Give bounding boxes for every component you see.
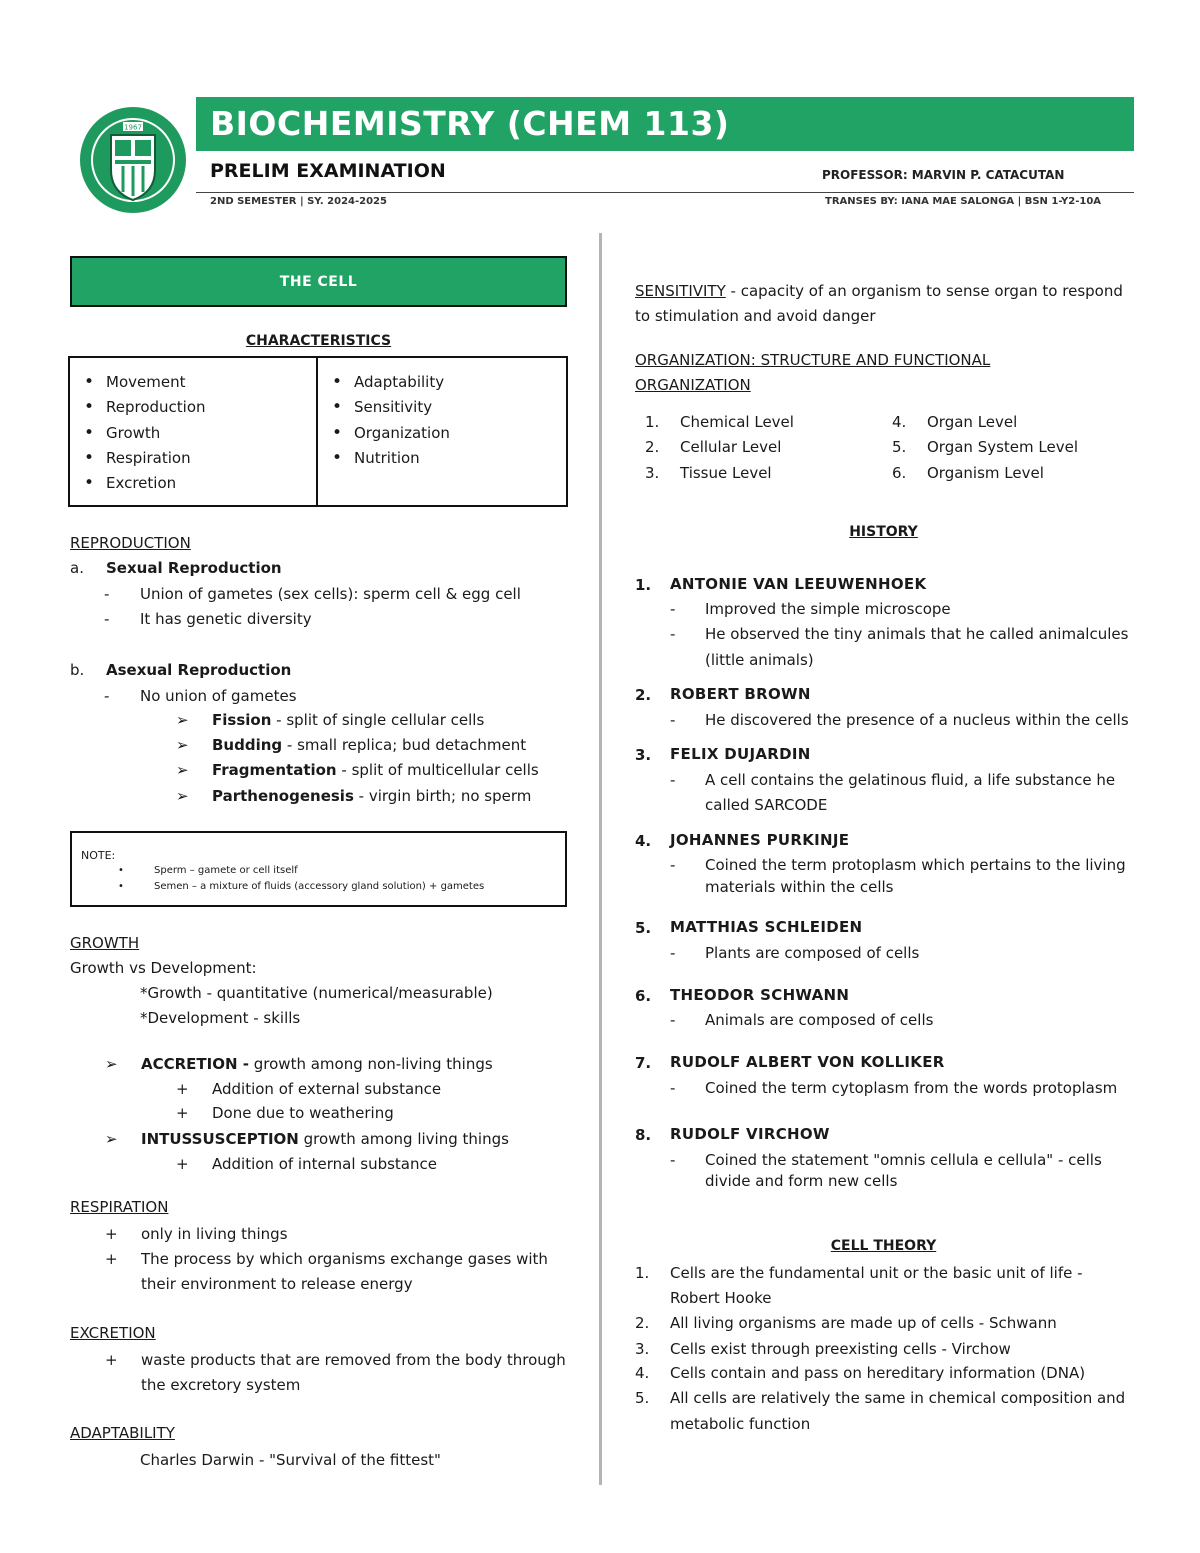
- list-item: • Movement: [78, 370, 206, 395]
- history-number: 3.: [635, 746, 652, 764]
- characteristics-list-1: [78, 370, 206, 496]
- list-item: Animals are composed of cells: [705, 1011, 934, 1029]
- history-number: 4.: [635, 832, 652, 850]
- list-item: No union of gametes: [140, 687, 297, 705]
- note-item: • Sperm – gamete or cell itself: [118, 865, 298, 876]
- reproduction-type: Parthenogenesis - virgin birth; no sperm: [212, 787, 532, 805]
- dash-marker: -: [104, 610, 110, 628]
- dash-marker: -: [670, 1151, 676, 1169]
- level-item: 6. Organism Level: [892, 464, 1044, 482]
- scientist-name: RUDOLF VIRCHOW: [670, 1125, 830, 1143]
- history-number: 8.: [635, 1126, 652, 1144]
- scientist-name: THEODOR SCHWANN: [670, 986, 850, 1004]
- dash-marker: -: [670, 1079, 676, 1097]
- list-item: • Adaptability: [326, 370, 450, 395]
- accretion-line: ACCRETION - growth among non-living things: [141, 1055, 493, 1073]
- table-divider: [316, 358, 318, 505]
- arrow-bullet-icon: ➢: [176, 736, 189, 754]
- history-number: 6.: [635, 987, 652, 1005]
- note-box: [70, 831, 567, 907]
- theory-item: 5. All cells are relatively the same in chemical composition and: [635, 1389, 1126, 1407]
- organization-heading: ORGANIZATION: STRUCTURE AND FUNCTIONAL: [635, 351, 991, 369]
- list-item-continued: called SARCODE: [705, 796, 828, 814]
- dash-marker: -: [670, 944, 676, 962]
- reproduction-type: Budding - small replica; bud detachment: [212, 736, 527, 754]
- plus-bullet-icon: +: [176, 1155, 189, 1173]
- list-item: • Sensitivity: [326, 395, 450, 420]
- list-item: waste products that are removed from the body through: [141, 1351, 566, 1369]
- growth-definition: *Growth - quantitative (numerical/measurable): [140, 984, 493, 1002]
- list-item-continued: the excretory system: [141, 1376, 301, 1394]
- dash-marker: -: [670, 600, 676, 618]
- list-item-continued: divide and form new cells: [705, 1172, 898, 1190]
- excretion-heading: EXCRETION: [70, 1324, 156, 1342]
- characteristics-heading: CHARACTERISTICS: [245, 333, 392, 349]
- arrow-bullet-icon: ➢: [176, 711, 189, 729]
- list-item: Addition of external substance: [212, 1080, 442, 1098]
- dash-marker: -: [670, 1011, 676, 1029]
- scientist-name: JOHANNES PURKINJE: [670, 831, 850, 849]
- reproduction-type: Fragmentation - split of multicellular cells: [212, 761, 539, 779]
- growth-intro: Growth vs Development:: [70, 959, 257, 977]
- history-number: 5.: [635, 919, 652, 937]
- theory-item: 3. Cells exist through preexisting cells - Virchow: [635, 1340, 1011, 1358]
- dash-marker: -: [670, 625, 676, 643]
- history-number: 1.: [635, 576, 652, 594]
- semester-label: 2ND SEMESTER | SY. 2024-2025: [210, 196, 387, 207]
- professor-label: PROFESSOR: MARVIN P. CATACUTAN: [822, 168, 1065, 182]
- level-item: 5. Organ System Level: [892, 438, 1078, 456]
- dash-marker: -: [670, 856, 676, 874]
- level-item: 2. Cellular Level: [645, 438, 782, 456]
- list-item: • Reproduction: [78, 395, 206, 420]
- dash-marker: -: [104, 585, 110, 603]
- list-item: • Organization: [326, 421, 450, 446]
- note-label: NOTE:: [81, 849, 116, 862]
- scientist-name: RUDOLF ALBERT VON KOLLIKER: [670, 1053, 945, 1071]
- sensitivity-line: SENSITIVITY - capacity of an organism to sense organ to respond: [635, 282, 1123, 300]
- history-number: 7.: [635, 1054, 652, 1072]
- respiration-heading: RESPIRATION: [70, 1198, 169, 1216]
- reproduction-type: Fission - split of single cellular cells: [212, 711, 485, 729]
- list-item: It has genetic diversity: [140, 610, 312, 628]
- characteristics-table: [68, 356, 568, 507]
- theory-item: 2. All living organisms are made up of cells - Schwann: [635, 1314, 1057, 1332]
- growth-heading: GROWTH: [70, 934, 140, 952]
- document-subtitle: PRELIM EXAMINATION: [210, 160, 446, 182]
- scientist-name: MATTHIAS SCHLEIDEN: [670, 918, 863, 936]
- plus-bullet-icon: +: [105, 1225, 118, 1243]
- list-item: He observed the tiny animals that he called animalcules: [705, 625, 1129, 643]
- list-item-continued: their environment to release energy: [141, 1275, 413, 1293]
- sexual-label: a.: [70, 559, 84, 577]
- scientist-name: FELIX DUJARDIN: [670, 745, 811, 763]
- arrow-bullet-icon: ➢: [105, 1130, 118, 1148]
- level-item: 3. Tissue Level: [645, 464, 772, 482]
- list-item: The process by which organisms exchange gases with: [141, 1250, 548, 1268]
- level-item: 4. Organ Level: [892, 413, 1018, 431]
- list-item: • Excretion: [78, 471, 206, 496]
- asexual-reproduction-title: Asexual Reproduction: [106, 661, 292, 679]
- list-item: Improved the simple microscope: [705, 600, 951, 618]
- theory-item-continued: Robert Hooke: [670, 1289, 772, 1307]
- dash-marker: -: [670, 711, 676, 729]
- cell-theory-heading: CELL THEORY: [830, 1238, 937, 1254]
- history-heading: HISTORY: [849, 524, 918, 540]
- asexual-label: b.: [70, 661, 85, 679]
- list-item: Plants are composed of cells: [705, 944, 920, 962]
- list-item: • Nutrition: [326, 446, 450, 471]
- list-item: Done due to weathering: [212, 1104, 394, 1122]
- sensitivity-line-2: to stimulation and avoid danger: [635, 307, 876, 325]
- list-item: Coined the term protoplasm which pertains to the living: [705, 856, 1126, 874]
- list-item: Coined the term cytoplasm from the words protoplasm: [705, 1079, 1118, 1097]
- plus-bullet-icon: +: [105, 1250, 118, 1268]
- list-item: • Respiration: [78, 446, 206, 471]
- list-item: Union of gametes (sex cells): sperm cell & egg cell: [140, 585, 521, 603]
- section-banner: [70, 256, 567, 307]
- list-item: Addition of internal substance: [212, 1155, 437, 1173]
- list-item-continued: (little animals): [705, 651, 814, 669]
- list-item: • Growth: [78, 421, 206, 446]
- note-item: • Semen – a mixture of fluids (accessory gland solution) + gametes: [118, 881, 485, 892]
- intussusception-line: INTUSSUSCEPTION growth among living things: [141, 1130, 509, 1148]
- characteristics-list-2: [326, 370, 450, 471]
- column-divider: [599, 233, 602, 1485]
- dash-marker: -: [104, 687, 110, 705]
- adaptability-text: Charles Darwin - "Survival of the fittest": [140, 1451, 441, 1469]
- reproduction-heading: REPRODUCTION: [70, 534, 191, 552]
- theory-item-continued: metabolic function: [670, 1415, 811, 1433]
- arrow-bullet-icon: ➢: [176, 787, 189, 805]
- list-item: A cell contains the gelatinous fluid, a life substance he: [705, 771, 1116, 789]
- history-number: 2.: [635, 686, 652, 704]
- transes-credit: TRANSES BY: IANA MAE SALONGA | BSN 1-Y2-10A: [825, 196, 1102, 207]
- theory-item: 4. Cells contain and pass on hereditary information (DNA): [635, 1364, 1086, 1382]
- dash-marker: -: [670, 771, 676, 789]
- list-item-continued: materials within the cells: [705, 878, 894, 896]
- level-item: 1. Chemical Level: [645, 413, 794, 431]
- organization-heading-2: ORGANIZATION: [635, 376, 751, 394]
- scientist-name: ANTONIE VAN LEEUWENHOEK: [670, 575, 927, 593]
- banner-label: THE CELL: [279, 273, 358, 290]
- list-item: Coined the statement "omnis cellula e cellula" - cells: [705, 1151, 1102, 1169]
- school-seal-logo: [78, 100, 188, 222]
- plus-bullet-icon: +: [105, 1351, 118, 1369]
- sexual-reproduction-title: Sexual Reproduction: [106, 559, 282, 577]
- arrow-bullet-icon: ➢: [176, 761, 189, 779]
- list-item: He discovered the presence of a nucleus within the cells: [705, 711, 1129, 729]
- arrow-bullet-icon: ➢: [105, 1055, 118, 1073]
- seal-year: 1967: [124, 123, 142, 132]
- adaptability-heading: ADAPTABILITY: [70, 1424, 175, 1442]
- header-divider: [196, 192, 1134, 193]
- scientist-name: ROBERT BROWN: [670, 685, 811, 703]
- development-definition: *Development - skills: [140, 1009, 301, 1027]
- plus-bullet-icon: +: [176, 1104, 189, 1122]
- plus-bullet-icon: +: [176, 1080, 189, 1098]
- list-item: only in living things: [141, 1225, 288, 1243]
- theory-item: 1. Cells are the fundamental unit or the basic unit of life -: [635, 1264, 1083, 1282]
- document-title: BIOCHEMISTRY (CHEM 113): [210, 104, 730, 143]
